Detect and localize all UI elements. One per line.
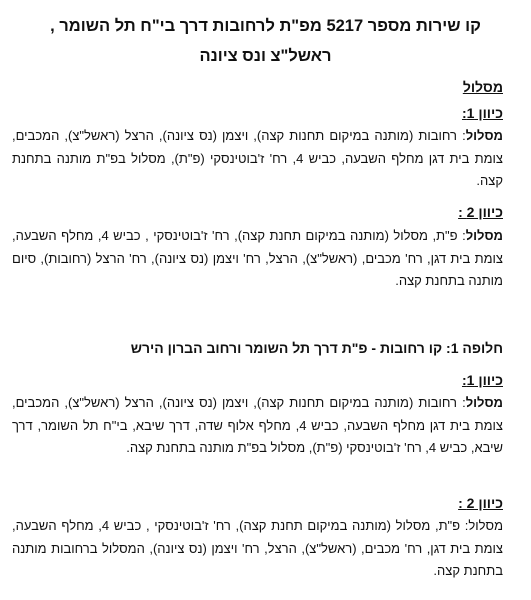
alt-direction-2-paragraph: מסלול: פ"ת, מסלול (מותנה במיקום תחנת קצה), רח' ז'בוטינסקי , כביש 4, מחלף השבעה, צומת בית דגן, רח' מכבים, (ראשל"צ), הרצל, רח' ויצמן (נס ציונה), המסלול ברחובות מותנה בתחנת קצה. (12, 518, 504, 578)
route-text: : רחובות (מותנה במיקום תחנות קצה), ויצמן (נס ציונה), הרצל (ראשל"צ), המכבים, צומת בית דגן מחלף השבעה, כביש 4, מחלף אלוף שדה, דרך שיבא, בי"ח תל השומר, דרך שיבא, כביש 4, רח' ז'בוטינסקי (פ"ת), מסלול בפ"ת מותנה בתחנת קצה. (12, 395, 503, 455)
route-heading: מסלול (462, 79, 503, 95)
document-title: קו שירות מספר 5217 מפ"ת לרחובות דרך בי"ח תל השומר , (50, 17, 481, 35)
direction-1-heading: כיוון 1: (461, 105, 503, 121)
alt-direction-1-heading: כיוון 1: (461, 372, 503, 388)
alt-direction-1-paragraph (12, 392, 503, 460)
alt-direction-2-heading: כיוון 2 : (458, 495, 503, 511)
document-subtitle: ראשל"צ ונס ציונה (199, 47, 332, 65)
alternative-heading: חלופה 1: קו רחובות - פ"ת דרך תל השומר ורחוב הברון הירש (130, 340, 503, 356)
route-text: : פ"ת, מסלול (מותנה במיקום תחנת קצה), רח' ז'בוטינסקי , כביש 4, מחלף השבעה, צומת בית דגן, רח' מכבים, (ראשל"צ), הרצל, רח' ויצמן (נס ציונה), רח' הרצל (רחובות), סיום מותנה בתחנת קצה. (12, 228, 503, 288)
direction-2-paragraph (12, 225, 503, 293)
route-label: מסלול (465, 128, 503, 143)
direction-2-heading: כיוון 2 : (458, 204, 503, 220)
route-text: : רחובות (מותנה במיקום תחנות קצה), ויצמן (נס ציונה), הרצל (ראשל"צ), המכבים, צומת בית דגן מחלף השבעה, כביש 4, רח' ז'בוטינסקי (פ"ת), מסלול בפ"ת מותנה בתחנת קצה. (12, 128, 504, 188)
route-label: מסלול (465, 395, 503, 410)
direction-1-paragraph (12, 125, 503, 193)
route-label: מסלול (465, 228, 503, 243)
